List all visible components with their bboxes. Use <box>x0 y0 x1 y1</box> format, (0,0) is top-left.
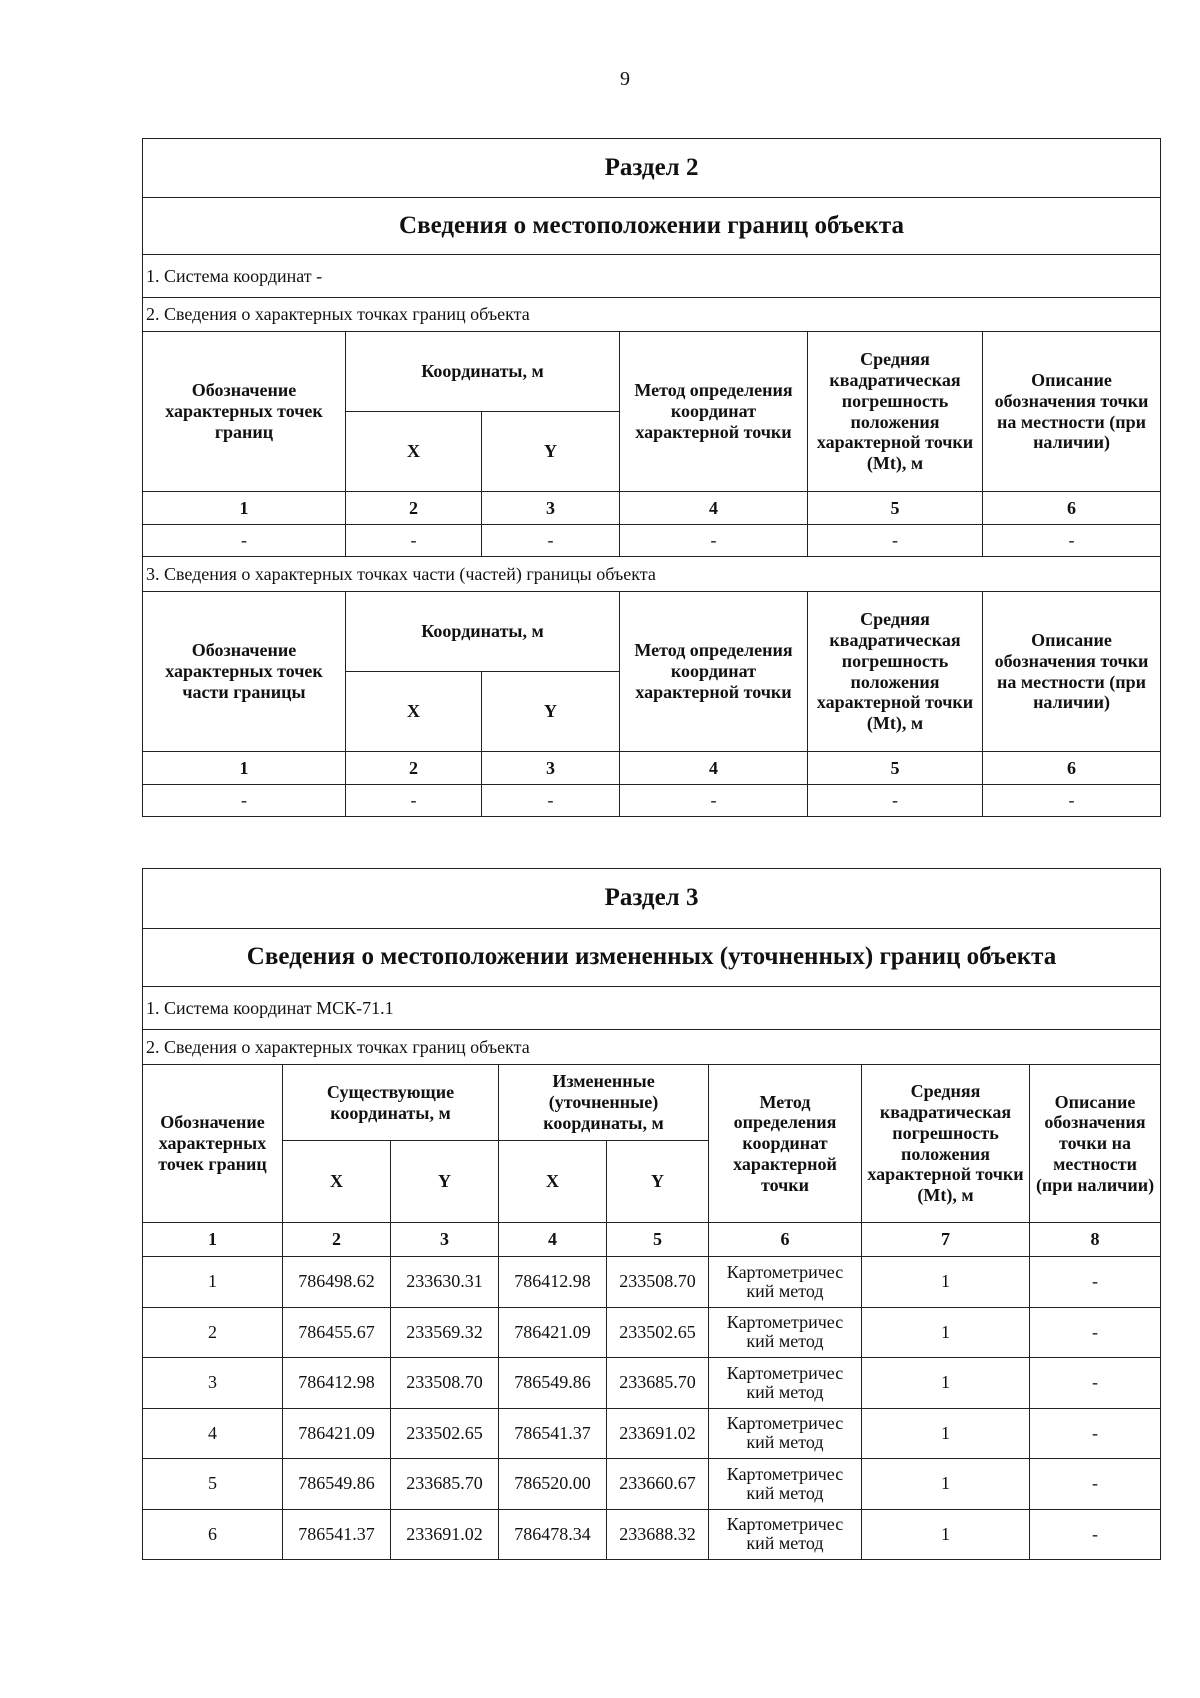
existing-x: 786549.86 <box>283 1459 391 1510</box>
col-y: Y <box>482 672 620 752</box>
existing-y: 233508.70 <box>391 1358 499 1409</box>
col-coords: Координаты, м <box>346 332 620 412</box>
existing-x: 786498.62 <box>283 1257 391 1308</box>
cell: - <box>983 785 1161 817</box>
method: Картометричес кий метод <box>709 1408 862 1459</box>
col-number: 7 <box>862 1223 1030 1257</box>
changed-x: 786549.86 <box>499 1358 607 1409</box>
cell: - <box>983 525 1161 557</box>
method: Картометричес кий метод <box>709 1509 862 1560</box>
existing-y: 233630.31 <box>391 1257 499 1308</box>
section-3-table <box>142 868 1161 1560</box>
section-3-coord-system: 1. Система координат МСК-71.1 <box>143 987 1161 1030</box>
section-3-points-caption: 2. Сведения о характерных точках границ объекта <box>143 1030 1161 1065</box>
point-number: 1 <box>143 1257 283 1308</box>
col-number: 3 <box>482 492 620 525</box>
col-x: X <box>346 412 482 492</box>
existing-y: 233691.02 <box>391 1509 499 1560</box>
cell: - <box>143 785 346 817</box>
existing-y: 233502.65 <box>391 1408 499 1459</box>
changed-y: 233508.70 <box>607 1257 709 1308</box>
col-number: 3 <box>391 1223 499 1257</box>
existing-x: 786541.37 <box>283 1509 391 1560</box>
description: - <box>1030 1257 1161 1308</box>
col-number: 5 <box>808 492 983 525</box>
col-method: Метод определения координат характерной точки <box>620 332 808 492</box>
section-2-heading: Раздел 2 <box>143 139 1161 198</box>
description: - <box>1030 1459 1161 1510</box>
description: - <box>1030 1509 1161 1560</box>
description: - <box>1030 1358 1161 1409</box>
changed-x: 786478.34 <box>499 1509 607 1560</box>
cell: - <box>808 785 983 817</box>
existing-x: 786455.67 <box>283 1307 391 1358</box>
point-number: 3 <box>143 1358 283 1409</box>
cell: - <box>346 525 482 557</box>
col-number: 5 <box>808 752 983 785</box>
section-2-table <box>142 138 1161 817</box>
table-row <box>143 1459 1161 1510</box>
method: Картометричес кий метод <box>709 1307 862 1358</box>
col-method: Метод определения координат характерной точки <box>620 592 808 752</box>
section-2-coord-system: 1. Система координат - <box>143 255 1161 298</box>
col-number: 6 <box>983 492 1161 525</box>
col-error: Средняя квадратическая погрешность положения характерной точки (Mt), м <box>862 1065 1030 1223</box>
col-number: 2 <box>283 1223 391 1257</box>
cell: - <box>808 525 983 557</box>
table-row <box>143 1408 1161 1459</box>
cell: - <box>143 525 346 557</box>
col-error: Средняя квадратическая погрешность положения характерной точки (Mt), м <box>808 332 983 492</box>
changed-x: 786412.98 <box>499 1257 607 1308</box>
table-row <box>143 785 1161 817</box>
error: 1 <box>862 1257 1030 1308</box>
table-row <box>143 1257 1161 1308</box>
error: 1 <box>862 1307 1030 1358</box>
table-row <box>143 1358 1161 1409</box>
col-description: Описание обозначения точки на местности (при наличии) <box>983 332 1161 492</box>
cell: - <box>620 525 808 557</box>
column-numbers-row <box>143 752 1161 785</box>
col-x: X <box>499 1141 607 1223</box>
page-number: 9 <box>620 68 630 90</box>
col-number: 1 <box>143 752 346 785</box>
changed-x: 786541.37 <box>499 1408 607 1459</box>
changed-y: 233688.32 <box>607 1509 709 1560</box>
col-changed-coords: Измененные (уточненные) координаты, м <box>499 1065 709 1141</box>
col-number: 5 <box>607 1223 709 1257</box>
col-designation: Обозначение характерных точек части границы <box>143 592 346 752</box>
changed-y: 233691.02 <box>607 1408 709 1459</box>
col-number: 3 <box>482 752 620 785</box>
col-x: X <box>346 672 482 752</box>
section-2-points-caption: 2. Сведения о характерных точках границ объекта <box>143 298 1161 332</box>
point-number: 2 <box>143 1307 283 1358</box>
col-number: 4 <box>620 752 808 785</box>
table-row <box>143 1307 1161 1358</box>
point-number: 6 <box>143 1509 283 1560</box>
col-coords: Координаты, м <box>346 592 620 672</box>
method: Картометричес кий метод <box>709 1358 862 1409</box>
existing-x: 786421.09 <box>283 1408 391 1459</box>
point-number: 4 <box>143 1408 283 1459</box>
section-3-heading: Раздел 3 <box>143 869 1161 929</box>
cell: - <box>482 785 620 817</box>
description: - <box>1030 1408 1161 1459</box>
table-row <box>143 1509 1161 1560</box>
col-error: Средняя квадратическая погрешность положения характерной точки (Mt), м <box>808 592 983 752</box>
error: 1 <box>862 1358 1030 1409</box>
col-method: Метод определения координат характерной точки <box>709 1065 862 1223</box>
error: 1 <box>862 1408 1030 1459</box>
col-number: 6 <box>709 1223 862 1257</box>
col-description: Описание обозначения точки на местности (при наличии) <box>983 592 1161 752</box>
col-number: 2 <box>346 752 482 785</box>
cell: - <box>482 525 620 557</box>
col-number: 2 <box>346 492 482 525</box>
changed-y: 233660.67 <box>607 1459 709 1510</box>
col-description: Описание обозначения точки на местности (при наличии) <box>1030 1065 1161 1223</box>
table-row <box>143 525 1161 557</box>
error: 1 <box>862 1509 1030 1560</box>
error: 1 <box>862 1459 1030 1510</box>
col-y: Y <box>391 1141 499 1223</box>
col-number: 4 <box>620 492 808 525</box>
changed-x: 786421.09 <box>499 1307 607 1358</box>
section-3-title: Сведения о местоположении измененных (уточненных) границ объекта <box>143 929 1161 987</box>
col-number: 1 <box>143 492 346 525</box>
method: Картометричес кий метод <box>709 1257 862 1308</box>
col-number: 6 <box>983 752 1161 785</box>
cell: - <box>346 785 482 817</box>
existing-y: 233569.32 <box>391 1307 499 1358</box>
point-number: 5 <box>143 1459 283 1510</box>
col-number: 8 <box>1030 1223 1161 1257</box>
col-x: X <box>283 1141 391 1223</box>
cell: - <box>620 785 808 817</box>
changed-y: 233685.70 <box>607 1358 709 1409</box>
col-y: Y <box>607 1141 709 1223</box>
col-number: 1 <box>143 1223 283 1257</box>
section-2-parts-caption: 3. Сведения о характерных точках части (частей) границы объекта <box>143 557 1161 592</box>
col-number: 4 <box>499 1223 607 1257</box>
col-designation: Обозначение характерных точек границ <box>143 332 346 492</box>
section-2-title: Сведения о местоположении границ объекта <box>143 198 1161 255</box>
method: Картометричес кий метод <box>709 1459 862 1510</box>
existing-y: 233685.70 <box>391 1459 499 1510</box>
changed-y: 233502.65 <box>607 1307 709 1358</box>
col-y: Y <box>482 412 620 492</box>
column-numbers-row <box>143 1223 1161 1257</box>
description: - <box>1030 1307 1161 1358</box>
col-existing-coords: Существующие координаты, м <box>283 1065 499 1141</box>
column-numbers-row <box>143 492 1161 525</box>
changed-x: 786520.00 <box>499 1459 607 1510</box>
col-designation: Обозначение характерных точек границ <box>143 1065 283 1223</box>
existing-x: 786412.98 <box>283 1358 391 1409</box>
